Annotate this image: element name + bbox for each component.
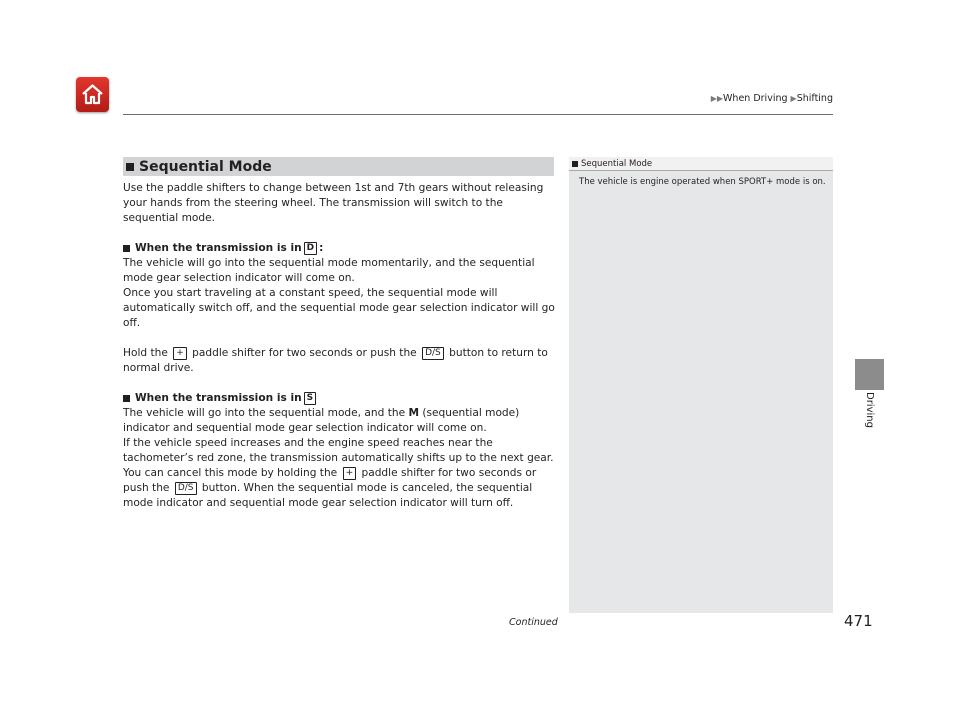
breadcrumb-arrow-icon: ▶▶ — [710, 94, 724, 103]
side-note — [569, 157, 833, 613]
breadcrumb-arrow-icon: ▶ — [790, 94, 797, 103]
chapter-tab-label: Driving — [864, 392, 875, 428]
d-key-icon: D — [304, 242, 317, 255]
ds-key-icon: D/S — [175, 482, 197, 495]
section-heading — [123, 157, 554, 176]
s-paragraph-3: You can cancel this mode by holding the + paddle shifter for two seconds or push the D/S button. When the sequential mode is canceled, the sequential mode indicator and sequential mode gear selection indicator will turn off. — [123, 467, 537, 509]
plus-key-icon: + — [173, 347, 187, 360]
intro-paragraph: Use the paddle shifters to change between 1st and 7th gears without releasing your hands from the steering wheel. The transmission will switch to the sequential mode. — [123, 182, 544, 224]
d-paragraph-2: Once you start traveling at a constant speed, the sequential mode will automatically switch off, and the sequential mode gear selection indicator will go off. — [123, 287, 555, 329]
d-paragraph-1: The vehicle will go into the sequential mode momentarily, and the sequential mode gear selection indicator will come on. — [123, 257, 535, 284]
note-title: Sequential Mode — [581, 158, 653, 169]
body-text — [123, 181, 559, 511]
breadcrumb-item[interactable]: When Driving — [723, 93, 788, 104]
plus-key-icon: + — [343, 467, 357, 480]
note-header — [569, 157, 833, 170]
square-bullet-icon — [123, 245, 130, 252]
ds-key-icon: D/S — [422, 347, 444, 360]
s-paragraph-2: If the vehicle speed increases and the engine speed reaches near the tachometer’s red zone, the transmission automatically shifts up to the next gear. — [123, 437, 554, 464]
square-bullet-icon — [126, 163, 134, 171]
continued-label: Continued — [509, 617, 558, 628]
hold-paragraph: Hold the + paddle shifter for two seconds or push the D/S button to return to normal drive. — [123, 347, 548, 374]
header-divider — [123, 114, 833, 115]
chapter-tab[interactable] — [855, 359, 884, 390]
home-button[interactable] — [76, 77, 109, 112]
page-number: 471 — [844, 612, 873, 630]
breadcrumb-item[interactable]: Shifting — [796, 93, 833, 104]
home-icon — [80, 82, 105, 107]
note-text: The vehicle is engine operated when SPORT+ mode is on. — [579, 177, 826, 187]
subheading-s: When the transmission is in S — [123, 391, 559, 406]
note-marker-icon — [572, 161, 578, 167]
s-key-icon: S — [304, 392, 316, 405]
breadcrumb — [711, 93, 833, 104]
s-paragraph-1: The vehicle will go into the sequential mode, and the M (sequential mode) indicator and sequential mode gear selection indicator will come on. — [123, 407, 520, 434]
subheading-d: When the transmission is in D : — [123, 241, 559, 256]
m-indicator-label: M — [408, 407, 420, 419]
note-divider — [569, 170, 833, 171]
square-bullet-icon — [123, 395, 130, 402]
section-title: Sequential Mode — [139, 158, 272, 175]
